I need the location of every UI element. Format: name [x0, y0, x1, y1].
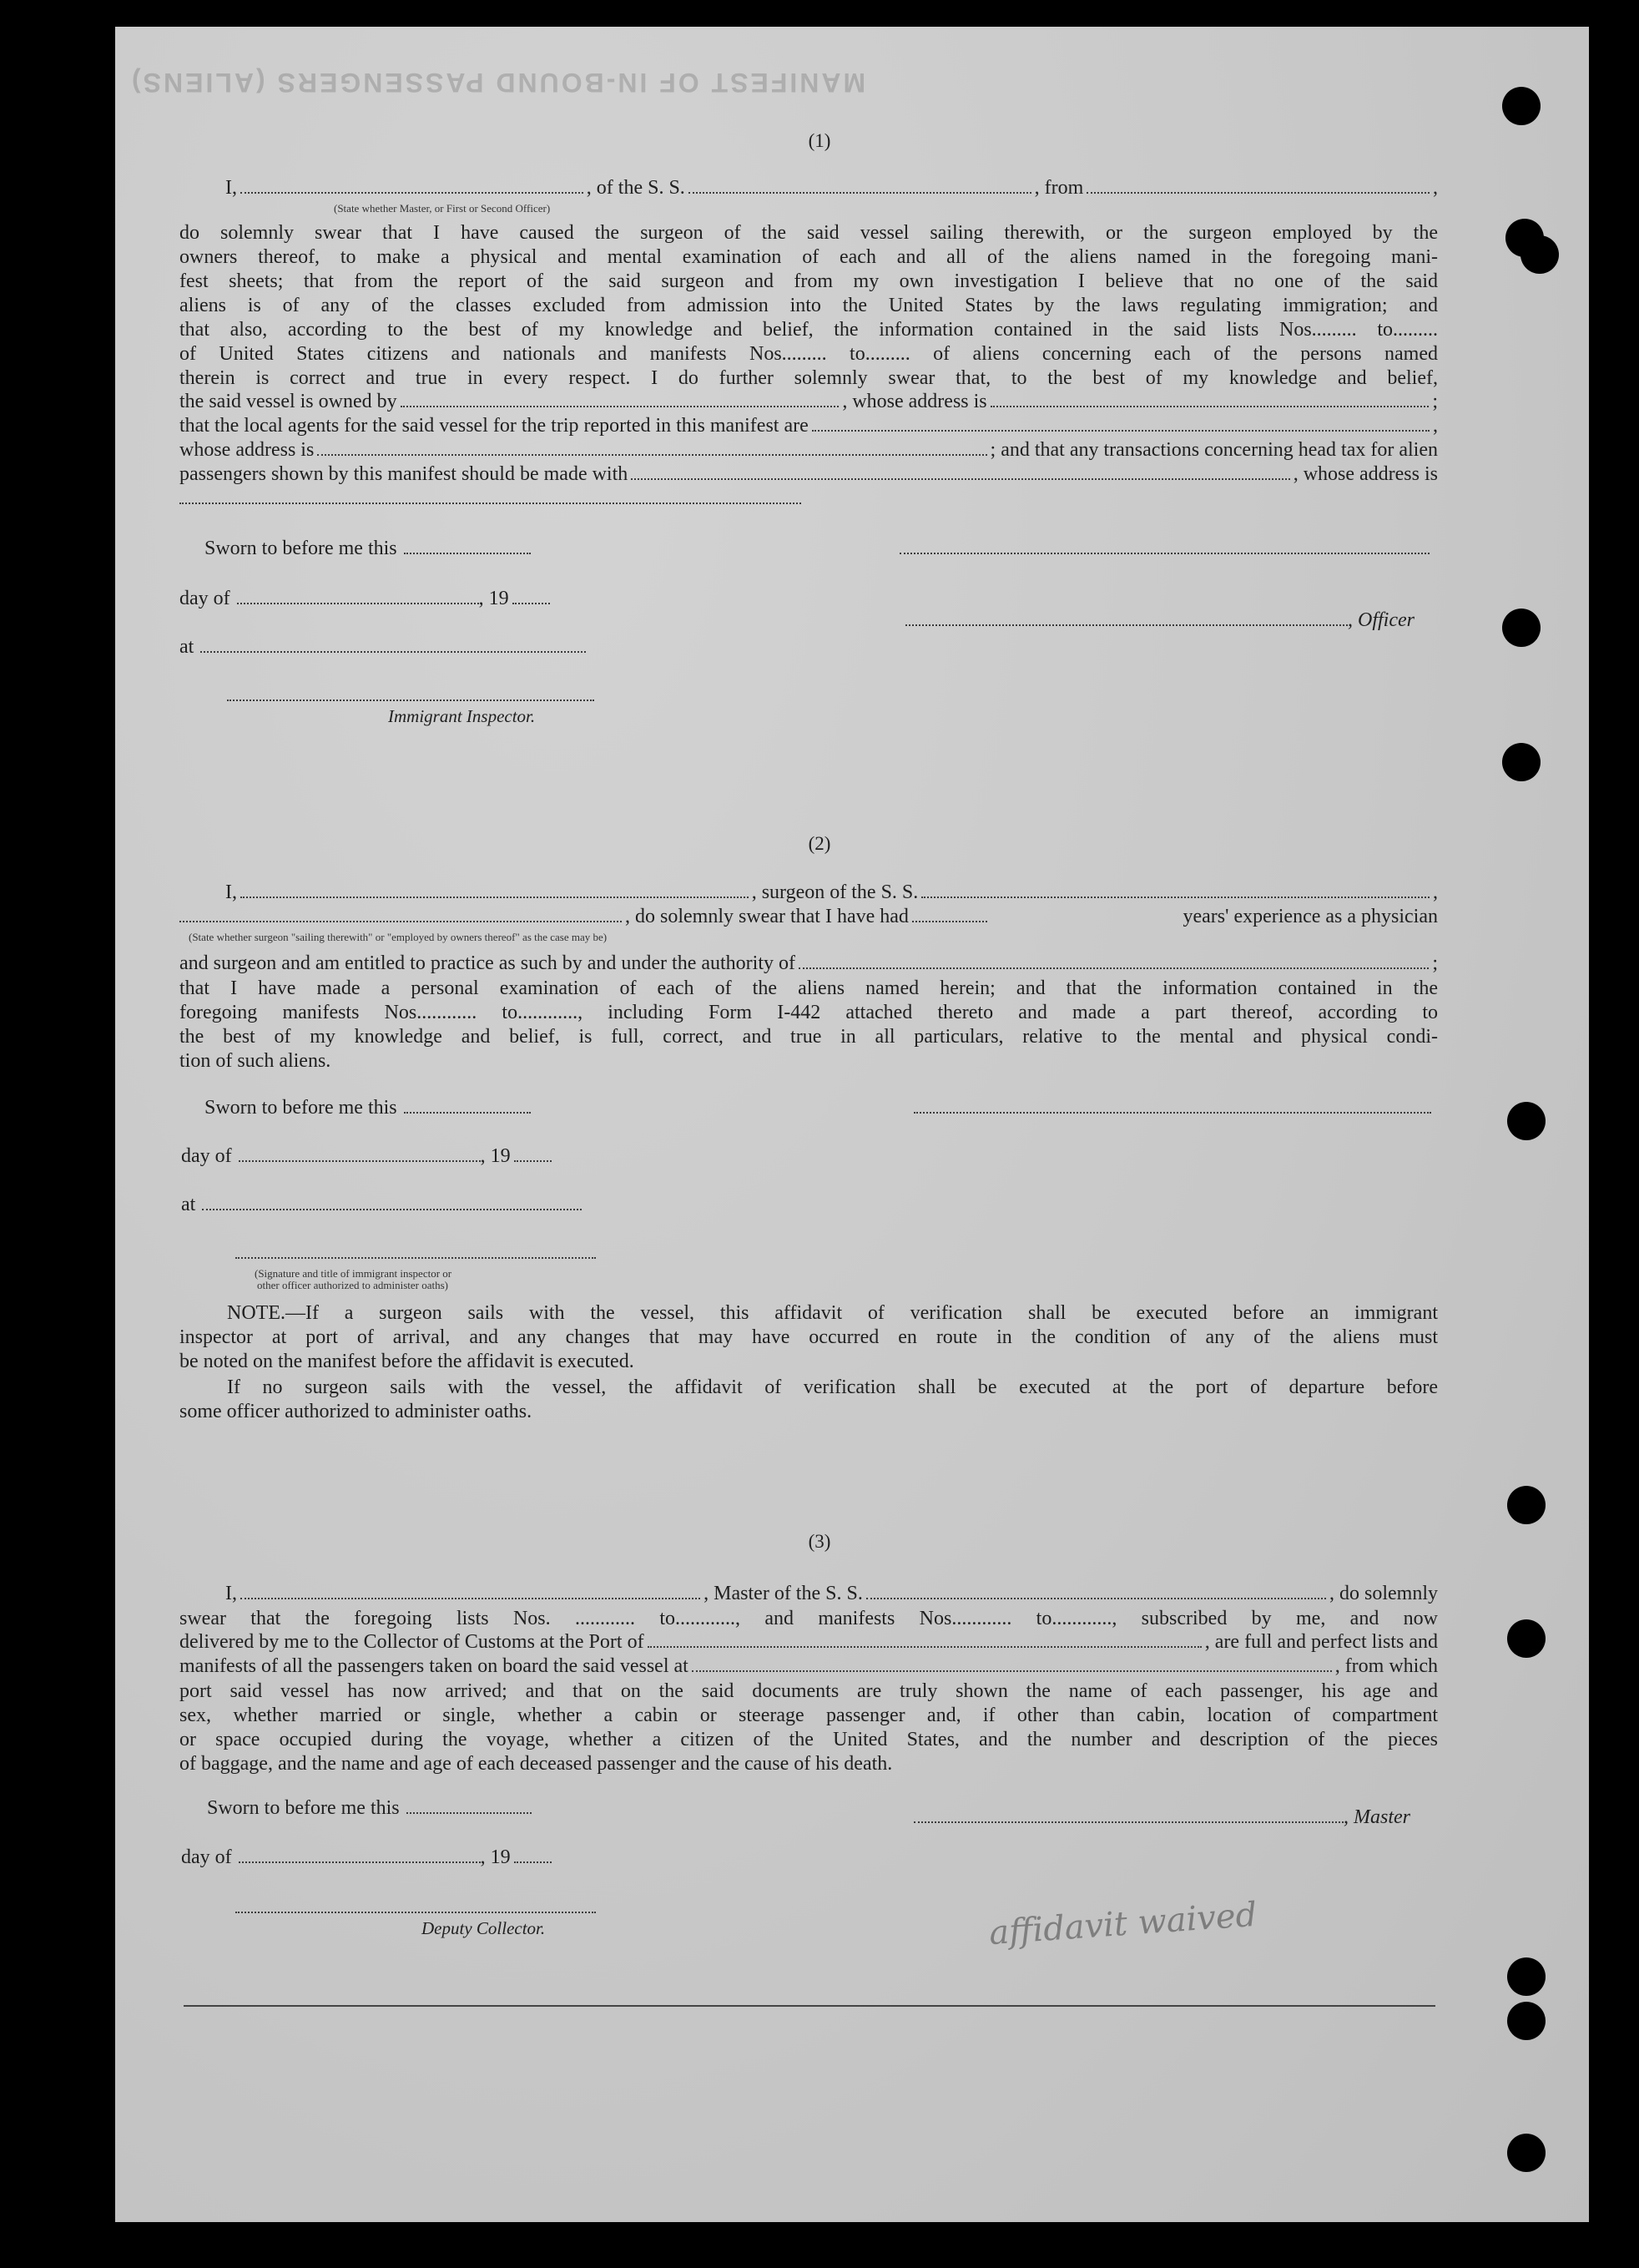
agents-address-field[interactable]: [317, 439, 986, 456]
s3-line-8: of baggage, and the name and age of each deceased passenger and the cause of his death.: [179, 1753, 893, 1775]
note-line-2: inspector at port of arrival, and any changes that may have occurred en route in the condition of any of the aliens must: [179, 1326, 1438, 1348]
s1-at: at: [179, 636, 586, 659]
s1-line-12: passengers shown by this manifest should be made with , whose address is: [179, 463, 1438, 485]
s3-sworn: Sworn to before me this: [207, 1797, 532, 1820]
s2-line-2: , do solemnly swear that I have had years' experience as a physician: [179, 906, 1438, 930]
s2-sworn: Sworn to before me this: [204, 1097, 531, 1119]
s1-line-1: I, , of the S. S. , from ,: [225, 177, 1439, 199]
s1-line-11: whose address is ; and that any transactions concerning head tax for alien: [179, 439, 1438, 461]
s1-line-13: [179, 487, 1438, 512]
s3-master-name-field[interactable]: [240, 1583, 700, 1599]
surgeon-name-field[interactable]: [240, 881, 749, 898]
s2-day: day of , 19: [181, 1145, 552, 1168]
s2-sig-hint-2: other officer authorized to administer oaths): [257, 1279, 448, 1291]
s3-year-field[interactable]: [514, 1846, 552, 1863]
s1-line-7: of United States citizens and nationals and manifests Nos......... to......... of aliens concerning each of the persons named: [179, 343, 1438, 365]
s1-line-10: that the local agents for the said vessel for the trip reported in this manifest are ,: [179, 415, 1438, 437]
s2-year-field[interactable]: [514, 1145, 552, 1162]
s3-line-1: I, , Master of the S. S. , do solemnly: [225, 1583, 1438, 1604]
s3-day-field[interactable]: [239, 1846, 481, 1863]
s3-day: day of , 19: [181, 1846, 552, 1869]
owner-field[interactable]: [401, 391, 840, 407]
s2-line-4: that I have made a personal examination of each of the aliens named herein; and that the information contained in the: [179, 977, 1438, 999]
s2-sworn-field[interactable]: [404, 1097, 531, 1114]
port-from-field[interactable]: [1087, 177, 1430, 194]
punch-hole: [1507, 2002, 1546, 2040]
punch-hole: [1507, 1486, 1546, 1524]
master-name-field[interactable]: [240, 177, 583, 194]
s1-at-field[interactable]: [200, 636, 586, 653]
s3-sworn-field[interactable]: [406, 1797, 532, 1814]
surgeon-status-field[interactable]: [179, 906, 622, 922]
handwritten-annotation: affidavit waived: [987, 1895, 1258, 1953]
s1-sworn: Sworn to before me this: [204, 538, 531, 560]
s1-inspector-signature-field[interactable]: [227, 684, 594, 701]
bleed-through-header: MANIFEST OF IN-BOUND PASSENGERS (ALIENS): [129, 68, 866, 98]
s2-line-6: the best of my knowledge and belief, is full, correct, and true in all particulars, relative to the mental and physical condi-: [179, 1026, 1438, 1048]
s2-line-7: tion of such aliens.: [179, 1050, 331, 1072]
s1-line-2: do solemnly swear that I have caused the surgeon of the said vessel sailing therewith, or the surgeon employed by the: [179, 222, 1438, 244]
s1-day-field[interactable]: [237, 588, 479, 604]
punch-hole: [1502, 609, 1541, 647]
s3-deputy-signature-field[interactable]: [235, 1897, 596, 1913]
s1-line-3: owners thereof, to make a physical and mental examination of each and all of the aliens named in the foregoing mani-: [179, 246, 1438, 268]
punch-hole: [1502, 87, 1541, 125]
s2-line-1: I, , surgeon of the S. S. ,: [225, 881, 1438, 903]
head-tax-address-field[interactable]: [179, 487, 801, 504]
s1-line-4: fest sheets; that from the report of the said surgeon and from my own investigation I believe that no one of the said: [179, 270, 1438, 292]
s2-inspector-signature-field[interactable]: [235, 1242, 596, 1259]
section-1-number: (1): [808, 130, 831, 151]
s3-line-4: manifests of all the passengers taken on board the said vessel at , from which: [179, 1655, 1438, 1677]
punch-hole: [1520, 235, 1559, 274]
section-3-number: (3): [808, 1531, 831, 1552]
note-line-5: some officer authorized to administer oaths.: [179, 1401, 532, 1422]
years-experience-field[interactable]: [912, 906, 987, 922]
s3-ship-name-field[interactable]: [866, 1583, 1326, 1599]
punch-hole: [1502, 743, 1541, 781]
local-agents-field[interactable]: [812, 415, 1430, 432]
s1-line-6: that also, according to the best of my knowledge and belief, the information contained in the said lists Nos......... to.........: [179, 319, 1438, 341]
s2-at: at: [181, 1194, 582, 1216]
s1-line-9: the said vessel is owned by , whose address is ;: [179, 391, 1439, 412]
s3-line-5: port said vessel has now arrived; and that on the said documents are truly shown the name of each passenger, his age and: [179, 1680, 1438, 1702]
s3-line-6: sex, whether married or single, whether a cabin or steerage passenger and, if other than cabin, location of compartment: [179, 1705, 1438, 1726]
ship-name-field[interactable]: [688, 177, 1031, 194]
s1-line-8: therein is correct and true in every respect. I do further solemnly swear that, to the best of my knowledge and belief,: [179, 367, 1438, 389]
s3-master: , Master: [914, 1806, 1410, 1829]
s1-field-hint: (State whether Master, or First or Second Officer): [334, 202, 551, 215]
s2-at-field[interactable]: [202, 1194, 582, 1210]
s2-line-3: and surgeon and am entitled to practice as such by and under the authority of ;: [179, 952, 1438, 974]
s2-field-hint: (State whether surgeon "sailing therewith" or "employed by owners thereof" as the case may be): [189, 931, 608, 943]
s3-line-3: delivered by me to the Collector of Customs at the Port of , are full and perfect lists and: [179, 1631, 1438, 1653]
s2-line-5: foregoing manifests Nos............ to............, including Form I-442 attached thereto and made a part thereof, according to: [179, 1002, 1438, 1023]
note-line-1: NOTE.—If a surgeon sails with the vessel, this affidavit of verification shall be executed before an immigrant: [227, 1302, 1438, 1324]
s1-day: day of , 19: [179, 588, 550, 610]
s2-sig-hint-1: (Signature and title of immigrant inspector or: [255, 1267, 452, 1280]
punch-hole: [1507, 1957, 1546, 1996]
embarkation-port-field[interactable]: [692, 1655, 1332, 1672]
s3-deputy-label: Deputy Collector.: [421, 1918, 546, 1938]
s2-surgeon-signature-field[interactable]: [914, 1097, 1431, 1114]
s3-line-7: or space occupied during the voyage, whether a citizen of the United States, and the number and description of the pieces: [179, 1729, 1438, 1750]
s1-year-field[interactable]: [512, 588, 550, 604]
s3-master-signature-field[interactable]: [914, 1806, 1344, 1823]
head-tax-contact-field[interactable]: [631, 463, 1289, 480]
customs-port-field[interactable]: [648, 1631, 1202, 1648]
s1-officer-signature-field[interactable]: [900, 538, 1430, 554]
s3-line-2: swear that the foregoing lists Nos. ............ to............, and manifests Nos............ to............, subscribed by me, and now: [179, 1608, 1438, 1629]
note-line-3: be noted on the manifest before the affidavit is executed.: [179, 1351, 634, 1372]
s2-ship-name-field[interactable]: [921, 881, 1430, 898]
owner-address-field[interactable]: [991, 391, 1430, 407]
s1-officer-title-field[interactable]: [905, 609, 1348, 626]
punch-hole: [1507, 1619, 1546, 1658]
s2-day-field[interactable]: [239, 1145, 481, 1162]
bottom-rule: [184, 2005, 1435, 2007]
section-2-number: (2): [808, 833, 831, 854]
note-line-4: If no surgeon sails with the vessel, the affidavit of verification shall be executed at the port of departure before: [227, 1376, 1438, 1398]
s1-inspector-label: Immigrant Inspector.: [388, 706, 536, 726]
s1-line-5: aliens is of any of the classes excluded from admission into the United States by the laws regulating immigration; and: [179, 295, 1438, 316]
punch-hole: [1507, 1102, 1546, 1140]
s1-sworn-field[interactable]: [404, 538, 531, 554]
practice-authority-field[interactable]: [799, 952, 1429, 969]
s1-officer: , Officer: [905, 609, 1415, 632]
punch-hole: [1507, 2134, 1546, 2172]
